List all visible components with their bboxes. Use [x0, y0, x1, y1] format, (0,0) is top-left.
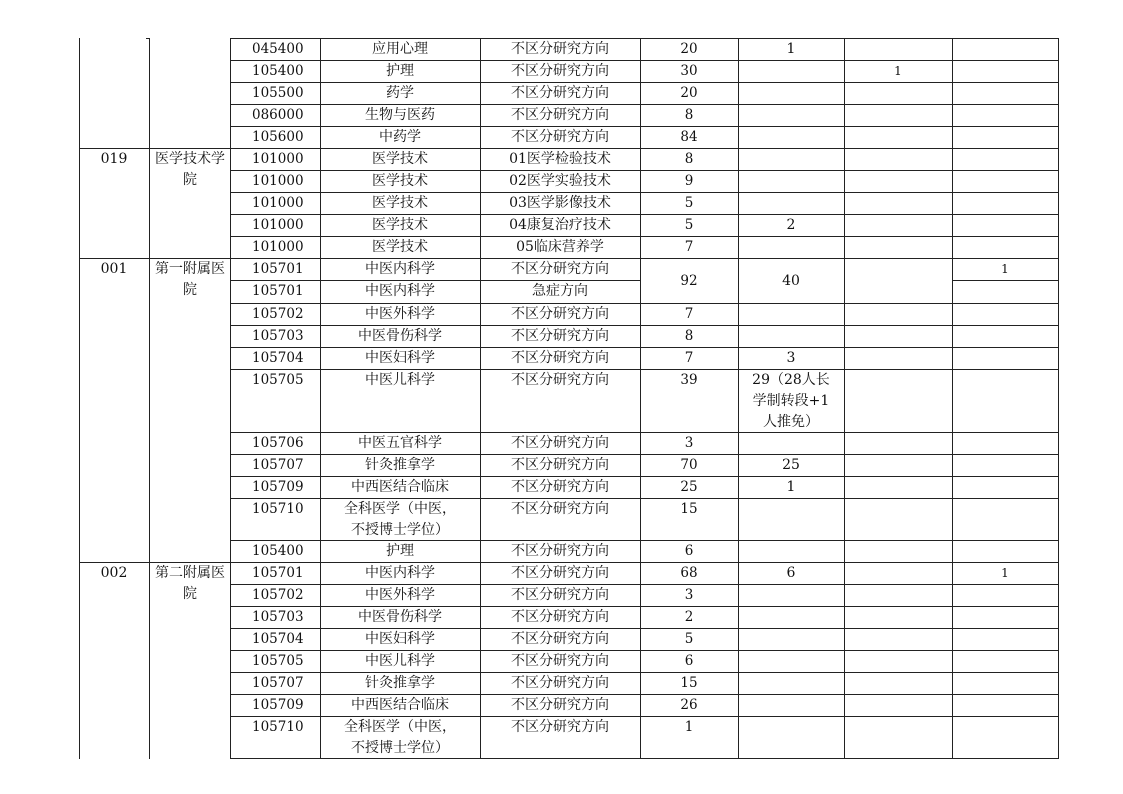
research-direction: 不区分研究方向	[511, 675, 609, 691]
exempt-count: 2	[786, 217, 796, 233]
major-code: 105705	[252, 653, 304, 669]
research-direction: 不区分研究方向	[511, 653, 609, 669]
major-name: 中医外科学	[365, 306, 435, 322]
major-name: 中医内科学	[365, 565, 435, 581]
major-name: 护理	[386, 63, 414, 79]
major-name: 中药学	[379, 129, 421, 145]
column-border	[952, 38, 953, 759]
major-code: 105709	[252, 697, 304, 713]
major-name: 医学技术	[372, 173, 428, 189]
column-border	[230, 38, 231, 759]
planned-total: 15	[680, 501, 698, 517]
research-direction: 不区分研究方向	[511, 328, 609, 344]
major-name: 护理	[386, 543, 414, 559]
planned-total: 7	[684, 239, 694, 255]
planned-total: 70	[680, 457, 698, 473]
planned-total: 3	[684, 435, 694, 451]
research-direction: 不区分研究方向	[511, 543, 609, 559]
major-name: 中医骨伤科学	[358, 328, 442, 344]
planned-total: 30	[680, 63, 698, 79]
research-direction: 不区分研究方向	[511, 609, 609, 625]
planned-total: 39	[680, 372, 698, 388]
research-direction: 01医学检验技术	[509, 151, 611, 167]
major-code: 105707	[252, 675, 304, 691]
planned-total: 3	[684, 587, 694, 603]
exempt-count: 6	[786, 565, 796, 581]
major-name: 医学技术	[372, 217, 428, 233]
major-code: 105702	[252, 306, 304, 322]
merged-exempt-count: 40	[782, 273, 800, 289]
major-code: 105704	[252, 631, 304, 647]
major-name: 应用心理	[372, 41, 428, 57]
major-name: 中医五官科学	[358, 435, 442, 451]
research-direction: 不区分研究方向	[511, 479, 609, 495]
planned-total: 25	[680, 479, 698, 495]
column-border	[844, 38, 845, 759]
planned-total: 15	[680, 675, 698, 691]
planned-total: 6	[684, 543, 694, 559]
unit-code: 002	[100, 565, 128, 581]
planned-total: 20	[680, 41, 698, 57]
exempt-count: 29（28人长 学制转段+1 人推免）	[752, 372, 830, 430]
major-code: 105701	[252, 261, 304, 277]
research-direction: 05临床营养学	[516, 239, 604, 255]
major-name: 中医内科学	[365, 261, 435, 277]
planned-total: 8	[684, 107, 694, 123]
planned-total: 84	[680, 129, 698, 145]
research-direction: 不区分研究方向	[511, 719, 609, 735]
major-code: 105709	[252, 479, 304, 495]
planned-total: 9	[684, 173, 694, 189]
planned-total: 5	[684, 195, 694, 211]
research-direction: 03医学影像技术	[509, 195, 611, 211]
extra-count-1: 1	[894, 64, 902, 78]
extra-count-2: 1	[1001, 566, 1009, 580]
research-direction: 不区分研究方向	[511, 107, 609, 123]
major-name: 医学技术	[372, 239, 428, 255]
research-direction: 不区分研究方向	[511, 697, 609, 713]
unit-code: 001	[100, 261, 128, 277]
exempt-count: 25	[782, 457, 800, 473]
major-code: 105706	[252, 435, 304, 451]
unit-name: 第二附属医院	[155, 565, 225, 602]
planned-total: 8	[684, 151, 694, 167]
research-direction: 不区分研究方向	[511, 587, 609, 603]
major-code: 101000	[252, 195, 304, 211]
continuation-tick	[146, 38, 150, 39]
major-code: 105707	[252, 457, 304, 473]
major-code: 105701	[252, 283, 304, 299]
planned-total: 8	[684, 328, 694, 344]
major-name: 生物与医药	[365, 107, 435, 123]
major-code: 105710	[252, 719, 304, 735]
planned-total: 2	[684, 609, 694, 625]
major-code: 101000	[252, 217, 304, 233]
major-name: 中医妇科学	[365, 631, 435, 647]
research-direction: 04康复治疗技术	[509, 217, 611, 233]
unit-name: 第一附属医院	[155, 261, 225, 298]
major-code: 105704	[252, 350, 304, 366]
major-name: 医学技术	[372, 195, 428, 211]
major-name: 中医骨伤科学	[358, 609, 442, 625]
research-direction: 不区分研究方向	[511, 457, 609, 473]
major-name: 中西医结合临床	[351, 479, 449, 495]
planned-total: 26	[680, 697, 698, 713]
major-code: 105710	[252, 501, 304, 517]
major-code: 105703	[252, 609, 304, 625]
merged-planned-total: 92	[680, 273, 698, 289]
research-direction: 不区分研究方向	[511, 85, 609, 101]
major-name: 全科医学（中医， 不授博士学位）	[344, 719, 456, 756]
research-direction: 02医学实验技术	[509, 173, 611, 189]
planned-total: 7	[684, 350, 694, 366]
unit-code: 019	[100, 151, 128, 167]
research-direction: 不区分研究方向	[511, 350, 609, 366]
major-name: 药学	[386, 85, 414, 101]
major-name: 中医儿科学	[365, 372, 435, 388]
research-direction: 不区分研究方向	[511, 41, 609, 57]
major-name: 中医内科学	[365, 283, 435, 299]
research-direction: 不区分研究方向	[511, 372, 609, 388]
research-direction: 不区分研究方向	[511, 306, 609, 322]
table-left-border	[79, 38, 80, 759]
major-code: 105400	[252, 543, 304, 559]
research-direction: 不区分研究方向	[511, 631, 609, 647]
major-code: 105600	[252, 129, 304, 145]
research-direction: 不区分研究方向	[511, 261, 609, 277]
major-code: 105705	[252, 372, 304, 388]
major-name: 中医妇科学	[365, 350, 435, 366]
major-name: 中医外科学	[365, 587, 435, 603]
planned-total: 5	[684, 217, 694, 233]
exempt-count: 3	[786, 350, 796, 366]
research-direction: 不区分研究方向	[511, 501, 609, 517]
row-border	[952, 280, 1059, 281]
planned-total: 7	[684, 306, 694, 322]
planned-total: 6	[684, 653, 694, 669]
column-border	[149, 38, 150, 759]
major-name: 针灸推拿学	[365, 457, 435, 473]
major-code: 105400	[252, 63, 304, 79]
research-direction: 急症方向	[532, 283, 588, 299]
research-direction: 不区分研究方向	[511, 63, 609, 79]
planned-total: 1	[684, 719, 694, 735]
major-name: 中医儿科学	[365, 653, 435, 669]
major-code: 101000	[252, 173, 304, 189]
major-code: 105703	[252, 328, 304, 344]
major-code: 105701	[252, 565, 304, 581]
column-border	[1058, 38, 1059, 759]
major-code: 101000	[252, 239, 304, 255]
research-direction: 不区分研究方向	[511, 435, 609, 451]
unit-name: 医学技术学院	[155, 151, 225, 188]
exempt-count: 1	[786, 479, 796, 495]
major-name: 全科医学（中医， 不授博士学位）	[344, 501, 456, 538]
major-name: 针灸推拿学	[365, 675, 435, 691]
planned-total: 68	[680, 565, 698, 581]
major-code: 101000	[252, 151, 304, 167]
major-name: 医学技术	[372, 151, 428, 167]
major-code: 086000	[252, 107, 304, 123]
exempt-count: 1	[786, 41, 796, 57]
research-direction: 不区分研究方向	[511, 565, 609, 581]
planned-total: 20	[680, 85, 698, 101]
major-code: 105702	[252, 587, 304, 603]
planned-total: 5	[684, 631, 694, 647]
major-code: 045400	[252, 41, 304, 57]
research-direction: 不区分研究方向	[511, 129, 609, 145]
merged-extra-count-2: 1	[1001, 262, 1009, 276]
major-code: 105500	[252, 85, 304, 101]
major-name: 中西医结合临床	[351, 697, 449, 713]
